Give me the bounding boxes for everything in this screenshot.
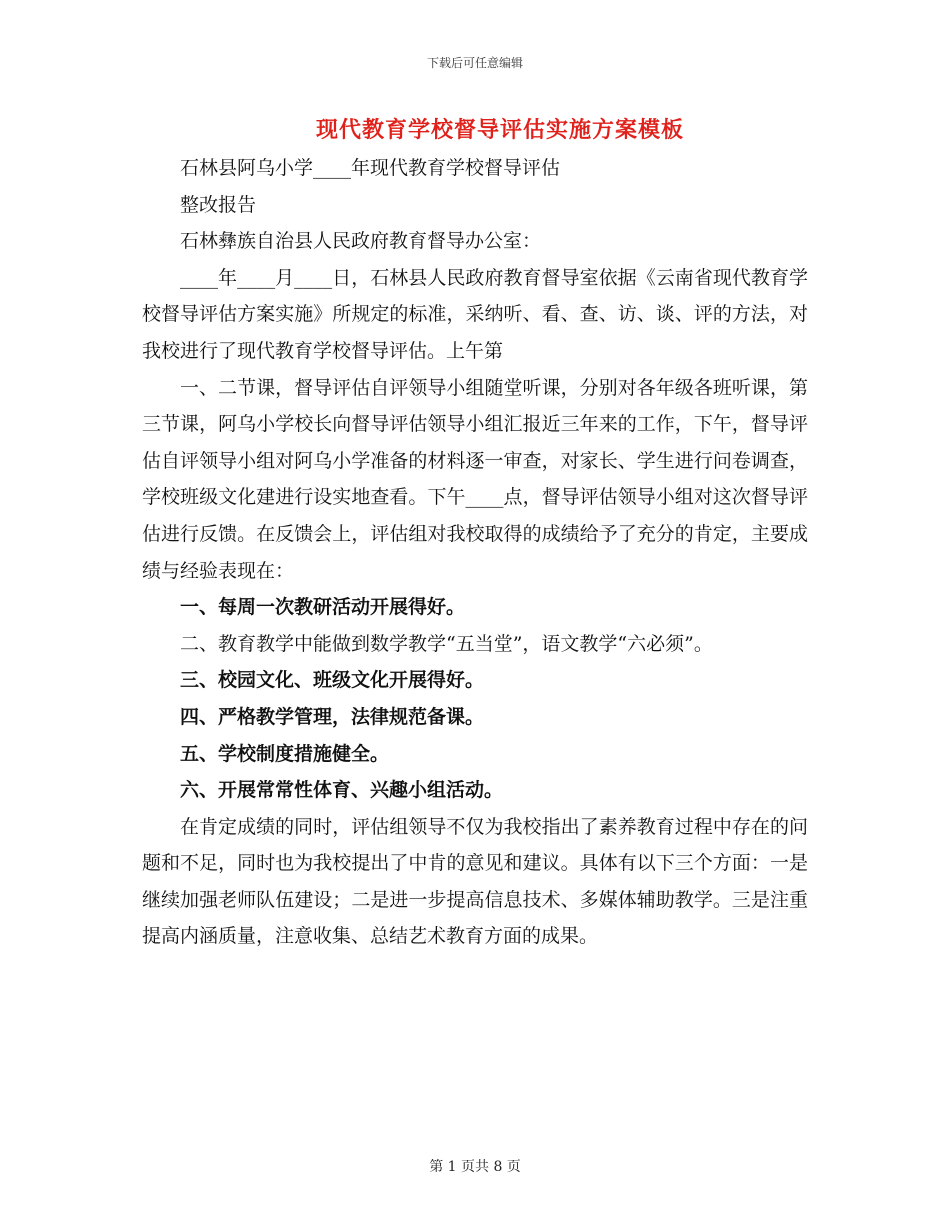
process-paragraph: 一、二节课，督导评估自评领导小组随堂听课，分别对各年级各班听课，第三节课，阿乌小学校长向督导评估领导小组汇报近三年来的工作，下午，督导评估自评领导小组对阿乌小学准备的材料逐一审查，对家长、学生进行问卷调查，学校班级文化建进行设实地查看。下午____点，督导评估领导小组对这次督导评估进行反馈。在反馈会上，评估组对我校取得的成绩给予了充分的肯定，主要成绩与经验表现在： [142,376,808,582]
document-body [142,150,808,955]
achievement-item-5: 五、学校制度措施健全。 [180,742,390,765]
page-number: 第 1 页共 8 页 [429,1159,521,1175]
report-type-line: 整改报告 [180,193,257,216]
header-note: 下载后可任意编辑 [426,56,523,70]
document-title: 现代教育学校督导评估实施方案模板 [315,117,684,143]
achievement-item-2: 二、教育教学中能做到数学教学“五当堂”，语文教学“六必须”。 [180,632,713,655]
achievement-item-3: 三、校园文化、班级文化开展得好。 [180,669,485,692]
suggestions-paragraph: 在肯定成绩的同时，评估组领导不仅为我校指出了素养教育过程中存在的问题和不足，同时也为我校提出了中肯的意见和建议。具体有以下三个方面：一是继续加强老师队伍建设；二是进一步提高信息技术、多媒体辅助教学。三是注重提高内涵质量，注意收集、总结艺术教育方面的成果。 [142,815,808,948]
achievement-item-1: 一、每周一次教研活动开展得好。 [180,596,466,619]
achievement-item-4: 四、严格教学管理，法律规范备课。 [180,705,485,728]
intro-paragraph: ____年____月____日，石林县人民政府教育督导室依据《云南省现代教育学校督导评估方案实施》所规定的标准，采纳听、看、查、访、谈、评的方法，对我校进行了现代教育学校督导评估。上午第 [142,266,808,362]
addressee-line: 石林彝族自治县人民政府教育督导办公室： [180,230,542,253]
report-school-line: 石林县阿乌小学____年现代教育学校督导评估 [180,157,561,179]
achievement-item-6: 六、开展常常性体育、兴趣小组活动。 [180,779,504,802]
